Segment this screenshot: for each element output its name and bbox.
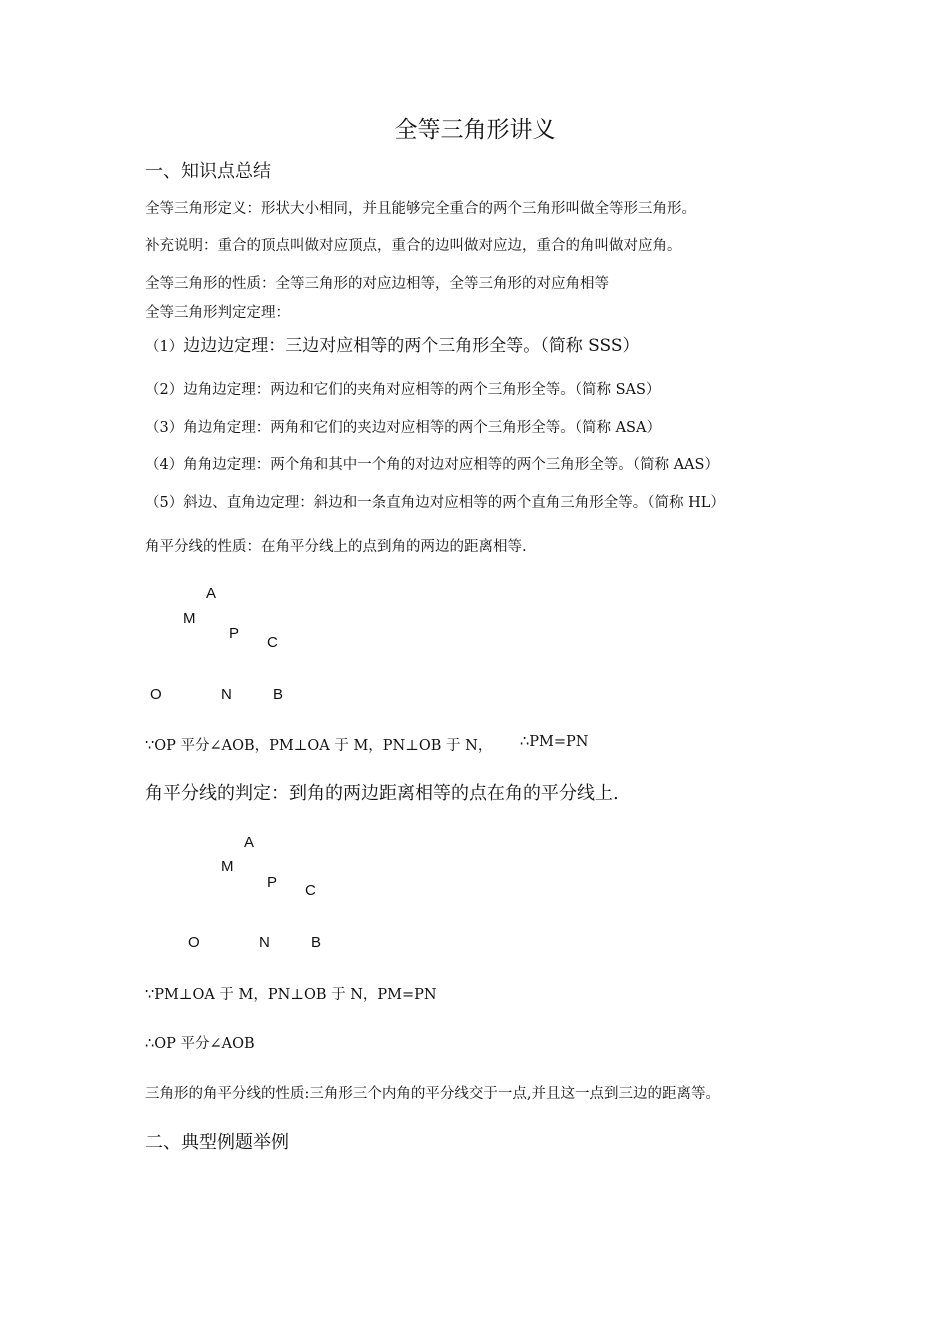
theorem-text: 边边边定理：三边对应相等的两个三角形全等。（简称 SSS） bbox=[183, 336, 640, 356]
proof-1-given: ∵OP 平分∠AOB，PM⊥OA 于 M，PN⊥OB 于 N， bbox=[145, 738, 493, 754]
theorem-text: 角角边定理：两个角和其中一个角的对边对应相等的两个三角形全等。（简称 AAS） bbox=[183, 457, 719, 473]
theorem-number: （5） bbox=[145, 495, 184, 511]
triangle-bisector-text: 三角形的角平分线的性质:三角形三个内角的平分线交于一点,并且这一点到三边的距离等。 bbox=[145, 1086, 720, 1102]
theorem-item bbox=[145, 453, 719, 474]
label-m: M bbox=[221, 858, 234, 875]
label-m: M bbox=[183, 610, 196, 627]
theorem-item bbox=[145, 491, 725, 512]
label-c: C bbox=[305, 882, 316, 899]
label-c: C bbox=[267, 634, 278, 651]
page-title: 全等三角形讲义 bbox=[394, 117, 556, 143]
section-heading-2: 二、典型例题举例 bbox=[145, 1132, 289, 1153]
theorem-text: 斜边、直角边定理：斜边和一条直角边对应相等的两个直角三角形全等。（简称 HL） bbox=[183, 495, 725, 511]
theorem-number: （4） bbox=[145, 457, 184, 473]
bisector-judgement-text: 角平分线的判定：到角的两边距离相等的点在角的平分线上. bbox=[145, 783, 619, 804]
label-o: O bbox=[150, 686, 162, 703]
supplement-text: 补充说明：重合的顶点叫做对应顶点，重合的边叫做对应边，重合的角叫做对应角。 bbox=[145, 238, 682, 254]
theorem-number: （3） bbox=[145, 420, 184, 436]
theorem-item bbox=[145, 378, 660, 399]
proof-2-given: ∵PM⊥OA 于 M，PN⊥OB 于 N，PM=PN bbox=[145, 987, 437, 1003]
label-n: N bbox=[221, 686, 232, 703]
label-a: A bbox=[244, 834, 255, 851]
theorem-text: 角边角定理：两角和它们的夹边对应相等的两个三角形全等。（简称 ASA） bbox=[183, 420, 661, 436]
property-text: 全等三角形的性质：全等三角形的对应边相等，全等三角形的对应角相等 bbox=[145, 276, 609, 292]
label-b: B bbox=[311, 934, 322, 951]
label-p: P bbox=[267, 874, 278, 891]
label-p: P bbox=[229, 625, 240, 642]
label-o: O bbox=[188, 934, 200, 951]
theorem-text: 边角边定理：两边和它们的夹角对应相等的两个三角形全等。（简称 SAS） bbox=[183, 382, 661, 398]
theorem-item bbox=[145, 416, 661, 437]
theorem-number: （1） bbox=[145, 339, 184, 355]
bisector-property-text: 角平分线的性质：在角平分线上的点到角的两边的距离相等. bbox=[145, 539, 527, 555]
label-b: B bbox=[273, 686, 284, 703]
theorem-number: （2） bbox=[145, 382, 184, 398]
proof-2-conclusion: ∴OP 平分∠AOB bbox=[145, 1036, 255, 1052]
theorem-item bbox=[145, 331, 639, 356]
label-n: N bbox=[259, 934, 270, 951]
section-heading-1: 一、知识点总结 bbox=[145, 161, 271, 182]
definition-text: 全等三角形定义：形状大小相同，并且能够完全重合的两个三角形叫做全等形三角形。 bbox=[145, 201, 696, 217]
proof-1-conclusion: ∴PM=PN bbox=[520, 734, 589, 750]
label-a: A bbox=[206, 585, 217, 602]
theorems-title: 全等三角形判定定理： bbox=[145, 305, 290, 321]
